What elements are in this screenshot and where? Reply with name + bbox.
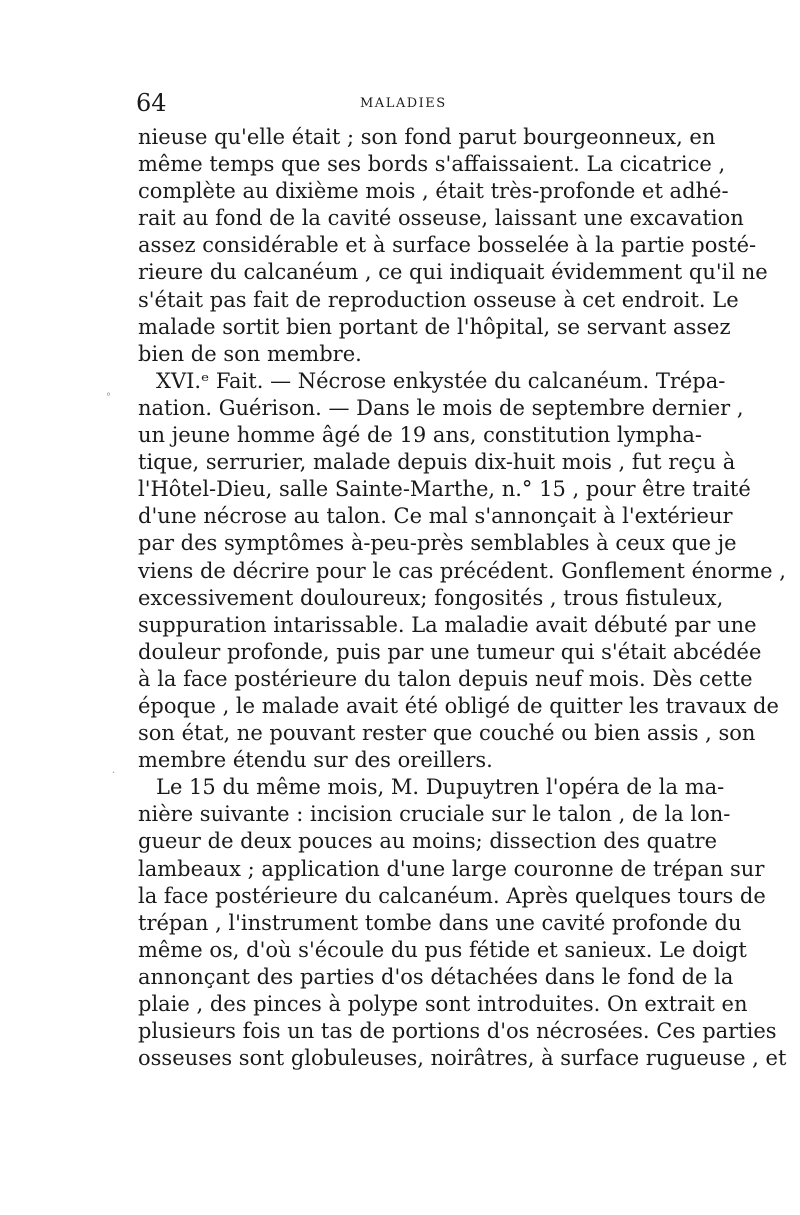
paragraph-start-line: Le 15 du même mois, M. Dupuytren l'opéra de la ma- <box>156 775 725 800</box>
text-line: lambeaux ; application d'une large couronne de trépan sur <box>138 856 765 881</box>
text-line: malade sortit bien portant de l'hôpital, se servant assez <box>138 314 731 339</box>
page-header <box>136 88 676 118</box>
text-line: nière suivante : incision cruciale sur le talon , de la lon- <box>138 802 731 827</box>
text-line: plaie , des pinces à polype sont introduites. On extrait en <box>138 992 748 1016</box>
text-line: excessivement douloureux; fongosités , trous fistuleux, <box>138 585 724 610</box>
text-line: bien de son membre. <box>138 341 362 366</box>
text-line: rait au fond de la cavité osseuse, laissant une excavation <box>138 206 744 231</box>
text-line: tique, serrurier, malade depuis dix-huit mois , fut reçu à <box>138 450 736 475</box>
text-line: viens de décrire pour le cas précédent. Gonflement énorme , <box>138 558 786 583</box>
text-line: nation. Guérison. — Dans le mois de septembre dernier , <box>138 395 744 420</box>
section-heading-line: XVI.ᵉ Fait. — Nécrose enkystée du calcanéum. Trépa- <box>156 368 726 393</box>
text-line: nieuse qu'elle était ; son fond parut bourgeonneux, en <box>138 125 716 149</box>
text-line: douleur profonde, puis par une tumeur qui s'était abcédée <box>138 639 762 664</box>
paper-speck: ° <box>106 392 111 403</box>
text-line: l'Hôtel-Dieu, salle Sainte-Marthe, n.° 15 , pour être traité <box>138 477 751 502</box>
text-line: trépan , l'instrument tombe dans une cavité profonde du <box>138 910 742 935</box>
text-line: s'était pas fait de reproduction osseuse à cet endroit. Le <box>138 287 739 312</box>
text-line: époque , le malade avait été obligé de quitter les travaux de <box>138 693 779 718</box>
text-line: la face postérieure du calcanéum. Après quelques tours de <box>138 883 766 908</box>
body-text <box>138 124 787 1072</box>
text-line: membre étendu sur des oreillers. <box>138 748 493 773</box>
page-number: 64 <box>136 89 167 117</box>
text-line: suppuration intarissable. La maladie avait débuté par une <box>138 612 757 637</box>
text-line: annonçant des parties d'os détachées dans le fond de la <box>138 964 734 989</box>
text-line: par des symptômes à-peu-près semblables à ceux que je <box>138 531 737 556</box>
running-title: MALADIES <box>360 96 447 111</box>
text-line: un jeune homme âgé de 19 ans, constitution lympha- <box>138 423 702 448</box>
text-line: à la face postérieure du talon depuis neuf mois. Dès cette <box>138 666 753 691</box>
text-line: gueur de deux pouces au moins; dissection des quatre <box>138 829 718 854</box>
text-line: complète au dixième mois , était très-profonde et adhé- <box>138 179 729 204</box>
text-line: d'une nécrose au talon. Ce mal s'annonçait à l'extérieur <box>138 504 733 529</box>
text-line: même temps que ses bords s'affaissaient. La cicatrice , <box>138 152 726 177</box>
paper-speck: · <box>112 768 116 779</box>
text-line: assez considérable et à surface bosselée à la partie posté- <box>138 233 757 258</box>
text-line: plusieurs fois un tas de portions d'os nécrosées. Ces parties <box>138 1019 777 1044</box>
text-line: osseuses sont globuleuses, noirâtres, à surface rugueuse , et <box>138 1046 787 1071</box>
text-line: rieure du calcanéum , ce qui indiquait évidemment qu'il ne <box>138 260 768 285</box>
text-line: son état, ne pouvant rester que couché ou bien assis , son <box>138 721 756 746</box>
text-line: même os, d'où s'écoule du pus fétide et sanieux. Le doigt <box>138 937 747 962</box>
